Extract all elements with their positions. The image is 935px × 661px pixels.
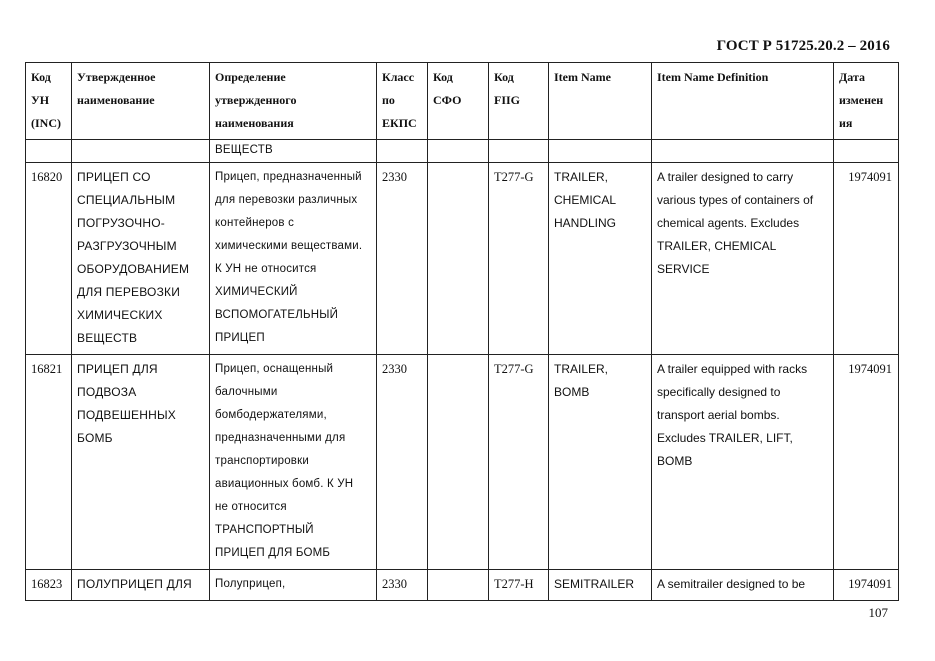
- cell-code: 16820: [26, 163, 72, 355]
- cell-item-name: TRAILER, CHEMICAL HANDLING: [549, 163, 652, 355]
- cell-sfo: [428, 355, 489, 570]
- definition-continuation: ВЕЩЕСТВ: [210, 140, 377, 163]
- cell-date: 1974091: [834, 163, 899, 355]
- standard-designation: ГОСТ Р 51725.20.2 – 2016: [716, 38, 890, 54]
- header-code-fiig: Код FIIG: [489, 63, 549, 140]
- cell-definition: Полуприцеп,: [210, 570, 377, 601]
- header-item-name: Item Name: [549, 63, 652, 140]
- cell-fiig: T277-G: [489, 163, 549, 355]
- header-row: [26, 63, 899, 140]
- cell-item-definition: A trailer designed to carry various types of containers of chemical agents. Excludes TRAILER, CHEMICAL SERVICE: [652, 163, 834, 355]
- cell-code: 16823: [26, 570, 72, 601]
- header-approved-name: Утвержденное наименование: [72, 63, 210, 140]
- cell-approved-name: ПРИЦЕП ДЛЯ ПОДВОЗА ПОДВЕШЕННЫХ БОМБ: [72, 355, 210, 570]
- cell-sfo: [428, 570, 489, 601]
- header-class-ekps: Класс по ЕКПС: [377, 63, 428, 140]
- cell-fiig: T277-G: [489, 355, 549, 570]
- cell-item-name: SEMITRAILER: [549, 570, 652, 601]
- table-row: [26, 570, 899, 601]
- header-item-name-definition: Item Name Definition: [652, 63, 834, 140]
- cell-sfo: [428, 163, 489, 355]
- cell-code: 16821: [26, 355, 72, 570]
- cell-item-name: TRAILER, BOMB: [549, 355, 652, 570]
- header-definition: Определение утвержденного наименования: [210, 63, 377, 140]
- table-row: [26, 355, 899, 570]
- cell-date: 1974091: [834, 570, 899, 601]
- page-number: 107: [868, 605, 888, 620]
- continuation-row: [26, 140, 899, 163]
- header-code-sfo: Код СФО: [428, 63, 489, 140]
- cell-date: 1974091: [834, 355, 899, 570]
- cell-definition: Прицеп, предназначенный для перевозки различных контейнеров с химическими веществами. К УН не относится ХИМИЧЕСКИЙ ВСПОМОГАТЕЛЬНЫЙ ПРИЦЕП: [210, 163, 377, 355]
- table-row: [26, 163, 899, 355]
- cell-item-definition: A semitrailer designed to be: [652, 570, 834, 601]
- cell-class: 2330: [377, 163, 428, 355]
- header-date-changed: Дата изменен ия: [834, 63, 899, 140]
- cell-approved-name: ПОЛУПРИЦЕП ДЛЯ: [72, 570, 210, 601]
- cell-class: 2330: [377, 355, 428, 570]
- nomenclature-table: [25, 62, 899, 601]
- cell-class: 2330: [377, 570, 428, 601]
- cell-definition: Прицеп, оснащенный балочными бомбодержателями, предназначенными для транспортировки авиационных бомб. К УН не относится ТРАНСПОРТНЫЙ ПРИЦЕП ДЛЯ БОМБ: [210, 355, 377, 570]
- cell-item-definition: A trailer equipped with racks specifically designed to transport aerial bombs. Excludes TRAILER, LIFT, BOMB: [652, 355, 834, 570]
- cell-fiig: T277-H: [489, 570, 549, 601]
- cell-approved-name: ПРИЦЕП СО СПЕЦИАЛЬНЫМ ПОГРУЗОЧНО- РАЗГРУЗОЧНЫМ ОБОРУДОВАНИЕМ ДЛЯ ПЕРЕВОЗКИ ХИМИЧЕСКИХ ВЕЩЕСТВ: [72, 163, 210, 355]
- header-code-un: Код УН (INC): [26, 63, 72, 140]
